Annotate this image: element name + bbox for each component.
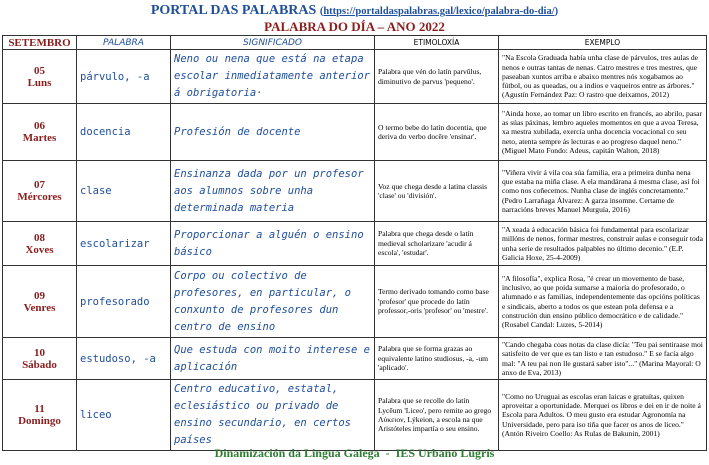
- day-name: Venres: [23, 301, 56, 314]
- table-row: [3, 104, 707, 161]
- day-cell: [3, 338, 77, 380]
- word-cell: profesorado: [77, 266, 171, 338]
- day-cell: [3, 380, 77, 451]
- example-cell: "Na Escola Graduada había unha clase de párvulos, tres aulas de nenos e outras tantas de nenas. Catro mestres e tres mestres, que paseaban xuntos arriba e abaixo mentres nós xogabamos ao fútbol, ou as queadas, ou a indios e vaqueiros entre as árbores." (Agustín Fernández Paz: O rastro que deixamos, 2012): [499, 50, 707, 104]
- table-row: [3, 222, 707, 266]
- table-row: [3, 161, 707, 222]
- portal-link[interactable]: https://portaldaspalabras.gal/lexico/palabra-do-dia/: [323, 6, 555, 17]
- example-cell: "A xeada á educación básica foi fundamental para escolarizar millóns de nenos, formar mestres, construír aulas e conseguir toda unha serie de resultados palpables no último decenio." (E.P. Galicia Hoxe, 25-4-2009): [499, 222, 707, 266]
- table-row: [3, 50, 707, 104]
- page-footer: [0, 446, 709, 461]
- word-cell: liceo: [77, 380, 171, 451]
- day-name: Domingo: [18, 415, 61, 427]
- etymology-cell: Palabra que se recolle do latín Lycēum 'Liceo', pero remite ao grego Λύκειον, Lýkeion, a escola na que Aristóteles impartía o seu ensino.: [375, 380, 499, 451]
- table-row: [3, 266, 707, 338]
- words-table: [2, 35, 707, 451]
- etymology-cell: O termo bebe do latín docentia, que deriva do verbo docēre 'ensinar'.: [375, 104, 499, 161]
- url-open-paren: (: [319, 6, 324, 17]
- etymology-cell: Voz que chega desde a latina classis 'clase' ou 'división'.: [375, 161, 499, 222]
- example-cell: "Viñera vivir á vila coa súa familia, era a primeira dunha nena que estaba na miña clase. A ela mandárana á mesma clase, así foi como nos coñecemos. Nunha clase de inglés concretamente." (Pedro Larrañaga Álvarez: A garza insomne. Certame de narracións breves Manuel Murguía, 2016): [499, 161, 707, 222]
- day-number: 05: [34, 64, 45, 77]
- table-row: [3, 380, 707, 451]
- day-cell: [3, 266, 77, 338]
- day-name: Sábado: [22, 358, 57, 371]
- col-month-header: SETEMBRO: [3, 36, 77, 50]
- word-cell: escolarizar: [77, 222, 171, 266]
- table-header-row: [3, 36, 707, 50]
- example-cell: "Ainda hoxe, ao tomar un libro escrito en francés, ao abrilo, pasar as súas páxinas, lembro aqueles momentos en que a avoa Teresa, xa mestra xubilada, exercía unha docencia vocacional co seu neto, atenta sempre ás lecturas e ao progreso daquel neno." (Miguel Mato Fondo: Adeus, capitán Walton, 2018): [499, 104, 707, 161]
- etymology-cell: Palabra que vén do latín parvŭlus, diminutivo de parvus 'pequeno'.: [375, 50, 499, 104]
- page-header: [0, 3, 709, 19]
- col-etymology-header: ETIMOLOXÍA: [375, 36, 499, 50]
- day-cell: [3, 161, 77, 222]
- etymology-cell: Termo derivado tomando como base 'profesor' que procede do latín professor,-oris 'profesor' ou 'mestre'.: [375, 266, 499, 338]
- etymology-cell: Palabra que chega desde o latín medieval scholarizare 'acudir á escola', 'estudar'.: [375, 222, 499, 266]
- word-cell: docencia: [77, 104, 171, 161]
- meaning-cell: Que estuda con moito interese e aplicación: [171, 338, 375, 380]
- day-name: Luns: [27, 76, 52, 89]
- day-number: 11: [34, 403, 45, 415]
- footer-separator: -: [385, 446, 390, 460]
- day-name: Mércores: [17, 191, 62, 203]
- url-close-paren: ): [554, 6, 559, 17]
- meaning-cell: Neno ou nena que está na etapa escolar inmediatamente anterior á obrigatoria·: [171, 50, 375, 104]
- day-cell: [3, 104, 77, 161]
- day-number: 08: [34, 231, 45, 244]
- day-name: Martes: [22, 132, 57, 144]
- day-cell: [3, 222, 77, 266]
- day-number: 06: [34, 120, 45, 132]
- meaning-cell: Proporcionar a alguén o ensino básico: [171, 222, 375, 266]
- example-cell: "Cando chegaba coas notas da clase dicía: "Teu pai sentiraase moi satisfeito de ver que es tan listo e tan estudoso." E se facía algo mal: "A teu pai non lle gustará saber isto"..." (Marina Mayoral: O anxo de Eva, 2013): [499, 338, 707, 380]
- portal-title: PORTAL DAS PALABRAS: [150, 3, 317, 18]
- meaning-cell: Profesión de docente: [171, 104, 375, 161]
- day-number: 10: [34, 346, 45, 359]
- footer-left: Dinamización da Lingua Galega: [214, 446, 380, 460]
- meaning-cell: Corpo ou colectivo de profesores, en particular, o conxunto de profesores dun centro de ensino: [171, 266, 375, 338]
- col-example-header: EXEMPLO: [499, 36, 707, 50]
- day-cell: [3, 50, 77, 104]
- example-cell: "A filosofía", explica Rosa, "é crear un movemento de base, inclusivo, ao que poida sumarse a maioría do profesorado, o alumnado e as familias, independentemente das opcións políticas e sindicais, aberto a todos os que estean pola defensa e a construción dun ensino público democrático e de calidade." (Rosabel Candal: Luzes, 5-2014): [499, 266, 707, 338]
- etymology-cell: Palabra que se forma grazas ao equivalente latino studiosus, -a, -um 'aplicado'.: [375, 338, 499, 380]
- col-word-header: PALABRA: [77, 36, 171, 50]
- example-cell: "Como no Uruguai as escolas eran laicas e gratuítas, quixen aproveitar a oportunidade. Merquei os libros e dei en ir de noite á Escola para Adultos. O meu gusto era estudar Agronomía na Universidade, pero para iso tiña que facer os anos de liceo." (Antón Riveiro Coello: As Rulas de Bakunin, 2001): [499, 380, 707, 451]
- url-wrapper: [320, 6, 558, 17]
- word-cell: párvulo, -a: [77, 50, 171, 104]
- word-cell: estudoso, -a: [77, 338, 171, 380]
- footer-right: IES Urbano Lugrís: [395, 446, 495, 460]
- table-row: [3, 338, 707, 380]
- meaning-cell: Ensinanza dada por un profesor aos alumnos sobre unha determinada materia: [171, 161, 375, 222]
- col-meaning-header: SIGNIFICADO: [171, 36, 375, 50]
- day-name: Xoves: [25, 243, 54, 256]
- word-cell: clase: [77, 161, 171, 222]
- day-number: 07: [34, 179, 45, 191]
- day-number: 09: [34, 289, 45, 302]
- page-subtitle: PALABRA DO DÍA – ANO 2022: [264, 19, 445, 34]
- meaning-cell: Centro educativo, estatal, eclesiástico ou privado de ensino secundario, en certos países: [171, 380, 375, 451]
